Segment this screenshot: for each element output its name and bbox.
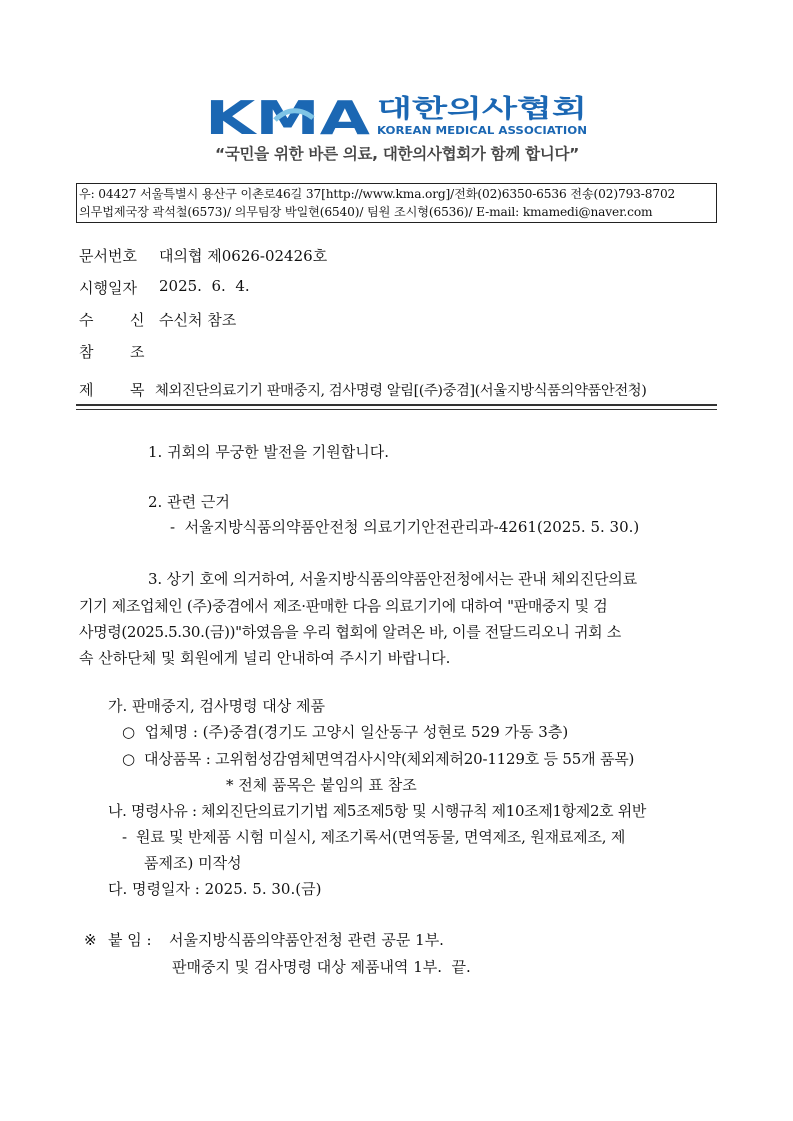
section-da-line: 다. 명령일자 : 2025. 5. 30.(금)	[108, 880, 322, 898]
section-ga-note: * 전체 품목은 붙임의 표 참조	[226, 776, 417, 794]
kma-logo-graphic	[205, 90, 600, 140]
section-na-line-1: 나. 명령사유 : 체외진단의료기기법 제5조제5항 및 시행규칙 제10조제1항제2호 위반	[108, 802, 646, 820]
para-3-line-3: 사명령(2025.5.30.(금))"하였음을 우리 협회에 알려온 바, 이를 전달드리오니 귀회 소	[79, 623, 621, 641]
subject-label-1: 제	[79, 381, 94, 399]
ref-label-2: 조	[130, 343, 145, 361]
subject-label-2: 목	[130, 381, 145, 399]
attachment-item-1: 서울지방식품의약품안전청 관련 공문 1부.	[169, 931, 444, 949]
recipient: 수신처 참조	[159, 311, 237, 329]
date-label: 시행일자	[79, 279, 137, 297]
section-ga-company: ○ 업체명 : (주)중겸(경기도 고양시 일산동구 성현로 529 가동 3층)	[122, 723, 569, 741]
kma-logo	[205, 90, 600, 140]
slogan: “국민을 위한 바른 의료, 대한의사협회가 함께 합니다”	[214, 145, 580, 163]
para-2-title: 2. 관련 근거	[148, 493, 230, 511]
para-3-line-1: 3. 상기 호에 의거하여, 서울지방식품의약품안전청에서는 관내 체외진단의료	[148, 570, 637, 588]
issue-date: 2025. 6. 4.	[159, 277, 250, 295]
subject: 체외진단의료기기 판매중지, 검사명령 알림[(주)중겸](서울지방식품의약품안전청)	[155, 383, 647, 399]
contact-line-address: 우: 04427 서울특별시 용산구 이촌로46길 37[http://www.kma.org]/전화(02)6350-6536 전송(02)793-8702	[79, 187, 676, 201]
doc-no-label: 문서번호	[79, 247, 137, 265]
recipient-label-1: 수	[79, 311, 94, 329]
section-na-line-2: - 원료 및 반제품 시험 미실시, 제조기록서(면역동물, 면역제조, 원재료제조, 제	[122, 828, 626, 846]
section-na-line-3: 품제조) 미작성	[144, 854, 242, 872]
attachment-item-2: 판매중지 및 검사명령 대상 제품내역 1부. 끝.	[172, 958, 471, 976]
attachment-label: 붙 임 :	[108, 931, 152, 949]
section-ga-items: ○ 대상품목 : 고위험성감염체면역검사시약(체외제허20-1129호 등 55개 품목)	[122, 750, 635, 768]
contact-line-staff: 의무법제국장 곽석철(6573)/ 의무팀장 박일현(6540)/ 팀원 조시형(6536)/ E-mail: kmamedi@naver.com	[79, 205, 653, 219]
doc-no: 대의협 제0626-02426호	[159, 247, 328, 265]
para-3-line-2: 기기 제조업체인 (주)중겸에서 제조·판매한 다음 의료기기에 대하여 "판매중지 및 검	[79, 597, 608, 615]
contact-box	[76, 183, 717, 223]
para-2-item: - 서울지방식품의약품안전청 의료기기안전관리과-4261(2025. 5. 30.)	[170, 518, 640, 536]
org-name-en: KOREAN MEDICAL ASSOCIATION	[377, 124, 587, 137]
org-name-ko: 대한의사협회	[377, 94, 587, 123]
ref-label-1: 참	[79, 343, 94, 361]
para-1: 1. 귀회의 무궁한 발전을 기원합니다.	[148, 443, 390, 461]
para-3-line-4: 속 산하단체 및 회원에게 널리 안내하여 주시기 바랍니다.	[79, 649, 451, 667]
subject-divider	[76, 404, 717, 410]
attachment-mark: ※	[84, 931, 97, 949]
section-ga-title: 가. 판매중지, 검사명령 대상 제품	[108, 697, 325, 715]
recipient-label-2: 신	[130, 311, 145, 329]
logo-mark: KMA	[205, 91, 371, 140]
